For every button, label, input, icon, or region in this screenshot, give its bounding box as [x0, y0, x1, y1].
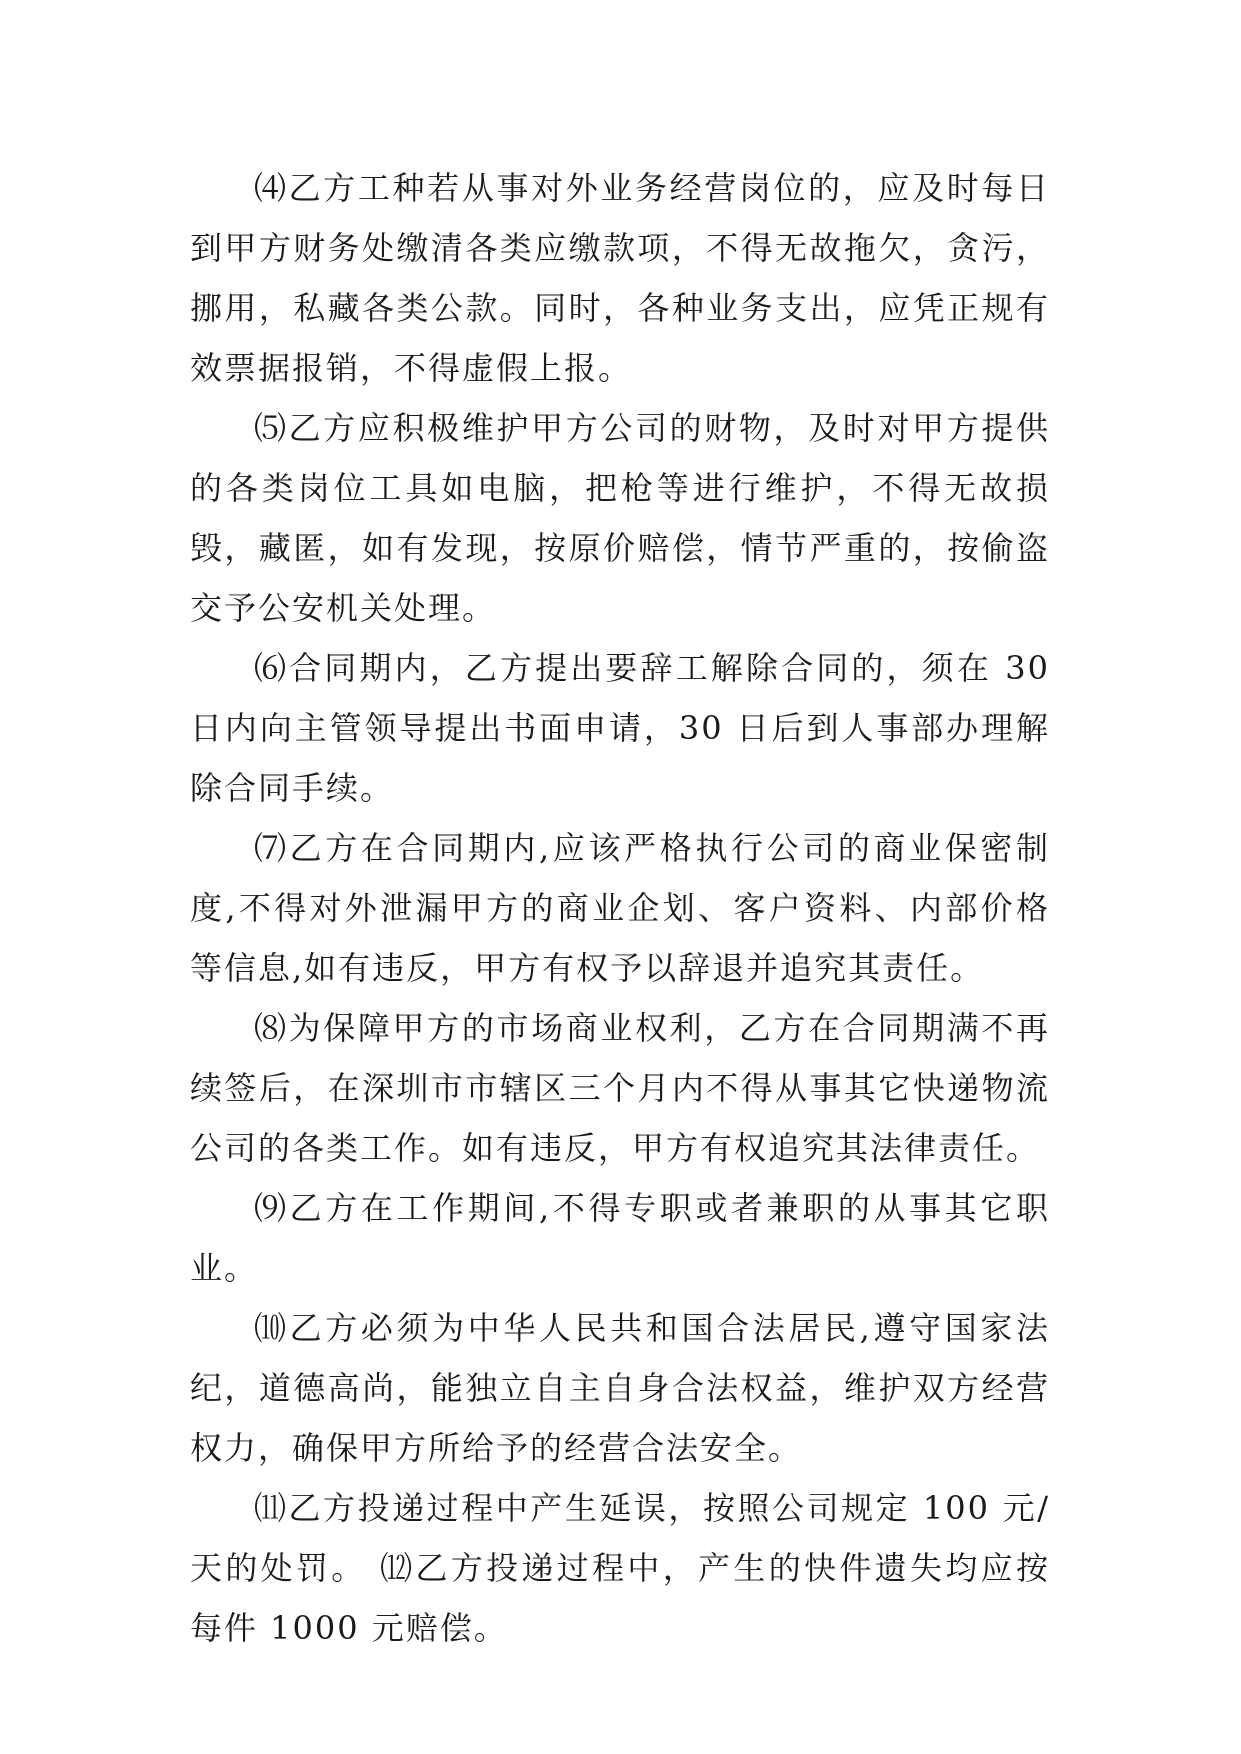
clause-7-paragraph: ⑺乙方在合同期内,应该严格执行公司的商业保密制度,不得对外泄漏甲方的商业企划、客户资料、内部价格等信息,如有违反，甲方有权予以辞退并追究其责任。 — [190, 829, 1050, 987]
clause-4-paragraph: ⑷乙方工种若从事对外业务经营岗位的，应及时每日到甲方财务处缴清各类应缴款项，不得无故拖欠，贪污，挪用，私藏各类公款。同时，各种业务支出，应凭正规有效票据报销，不得虚假上报。 — [190, 169, 1050, 387]
clause-5-paragraph: ⑸乙方应积极维护甲方公司的财物，及时对甲方提供的各类岗位工具如电脑，把枪等进行维护，不得无故损毁，藏匿，如有发现，按原价赔偿，情节严重的，按偷盗交予公安机关处理。 — [190, 409, 1050, 627]
clause-6-paragraph: ⑹合同期内，乙方提出要辞工解除合同的，须在 30 日内向主管领导提出书面申请，30 日后到人事部办理解除合同手续。 — [190, 649, 1050, 807]
clause-11-12-paragraph: ⑾乙方投递过程中产生延误，按照公司规定 100 元/天的处罚。 ⑿乙方投递过程中，产生的快件遗失均应按每件 1000 元赔偿。 — [190, 1489, 1050, 1647]
document-body — [190, 158, 1050, 1658]
clause-8-paragraph: ⑻为保障甲方的市场商业权利，乙方在合同期满不再续签后，在深圳市市辖区三个月内不得从事其它快递物流公司的各类工作。如有违反，甲方有权追究其法律责任。 — [190, 1009, 1050, 1167]
clause-10-paragraph: ⑽乙方必须为中华人民共和国合法居民,遵守国家法纪，道德高尚，能独立自主自身合法权益，维护双方经营权力，确保甲方所给予的经营合法安全。 — [190, 1309, 1050, 1467]
clause-9-paragraph: ⑼乙方在工作期间,不得专职或者兼职的从事其它职业。 — [190, 1189, 1050, 1287]
